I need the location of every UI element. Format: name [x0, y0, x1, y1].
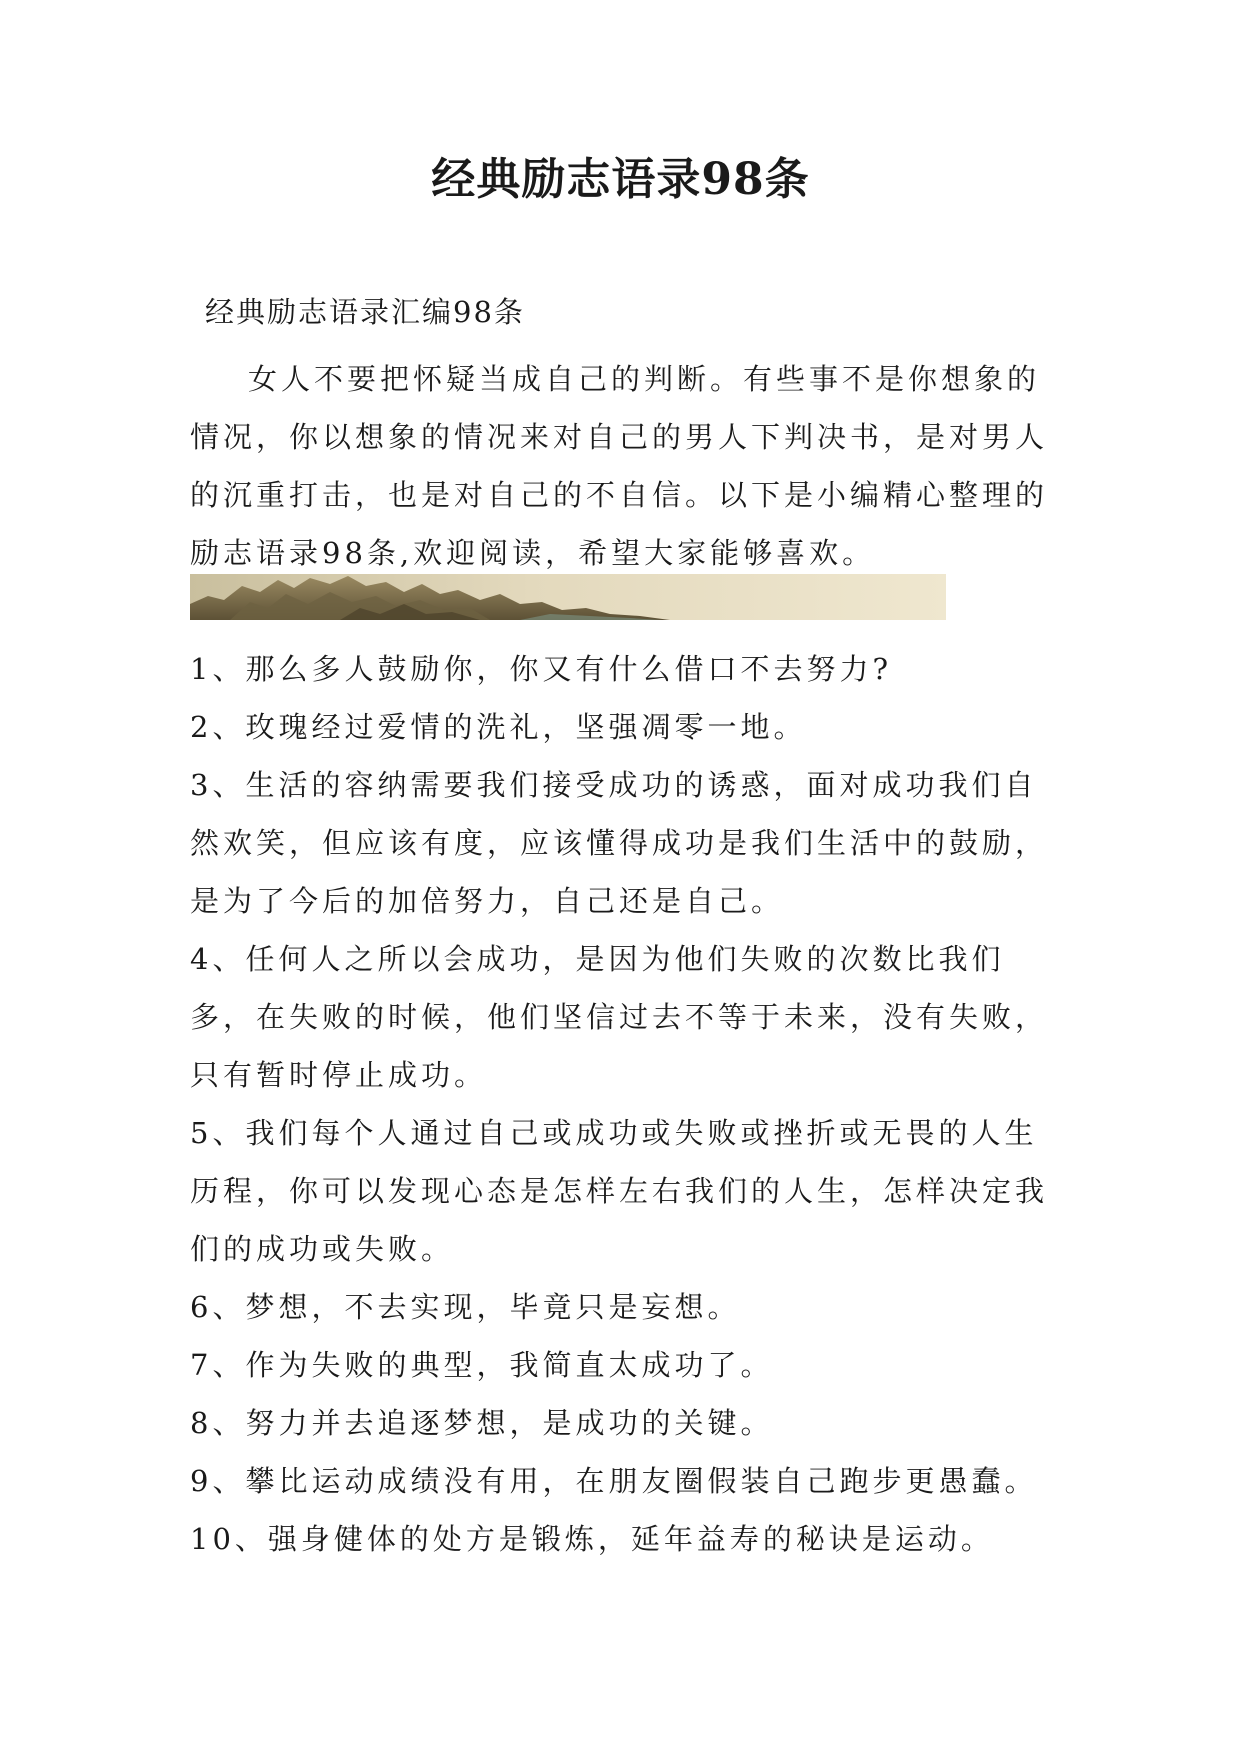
quote-item: 10、强身健体的处方是锻炼，延年益寿的秘诀是运动。: [190, 1522, 994, 1556]
quote-item: 7、作为失败的典型，我简直太成功了。: [190, 1348, 774, 1382]
document-subtitle: 经典励志语录汇编98条: [205, 295, 525, 329]
banner-image: [190, 574, 946, 620]
quote-item: 4、任何人之所以会成功，是因为他们失败的次数比我们多，在失败的时候，他们坚信过去不等于未来，没有失败，只有暂时停止成功。: [190, 942, 1049, 1092]
quote-item: 6、梦想，不去实现，毕竟只是妄想。: [190, 1290, 741, 1324]
quote-item: 3、生活的容纳需要我们接受成功的诱惑，面对成功我们自然欢笑，但应该有度，应该懂得成功是我们生活中的鼓励，是为了今后的加倍努力，自己还是自己。: [190, 768, 1049, 918]
quote-item: 8、努力并去追逐梦想，是成功的关键。: [190, 1406, 774, 1440]
quote-item: 2、玫瑰经过爱情的洗礼，坚强凋零一地。: [190, 710, 807, 744]
intro-paragraph: 女人不要把怀疑当成自己的判断。有些事不是你想象的情况，你以想象的情况来对自己的男人下判决书，是对男人的沉重打击，也是对自己的不自信。以下是小编精心整理的励志语录98条,欢迎阅读，希望大家能够喜欢。: [190, 362, 1049, 570]
quote-item: 9、攀比运动成绩没有用，在朋友圈假装自己跑步更愚蠢。: [190, 1464, 1038, 1498]
quote-item: 1、那么多人鼓励你，你又有什么借口不去努力?: [190, 652, 892, 686]
quote-item: 5、我们每个人通过自己或成功或失败或挫折或无畏的人生历程，你可以发现心态是怎样左右我们的人生，怎样决定我们的成功或失败。: [190, 1116, 1049, 1266]
document-title: 经典励志语录98条: [431, 154, 810, 205]
quote-list: [190, 640, 1070, 1568]
